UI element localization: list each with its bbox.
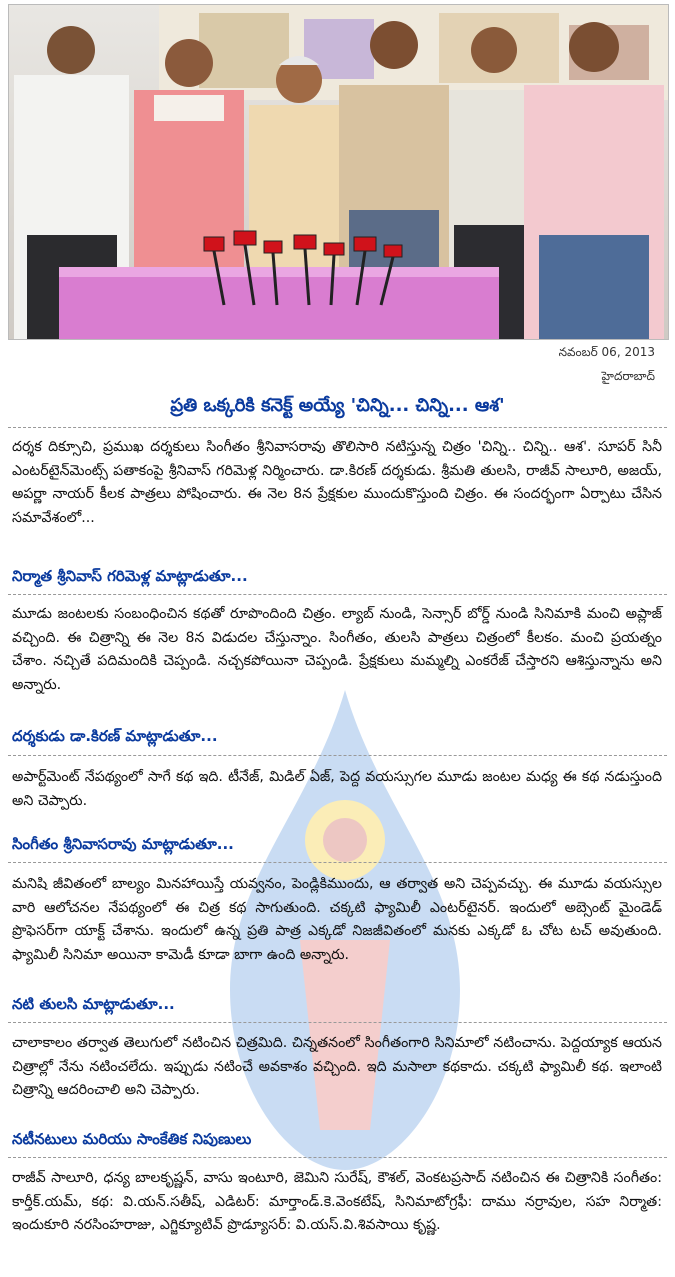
section-text: అపార్ట్‌మెంట్ నేపథ్యంలో సాగే కథ ఇది. టీనేజ్, మిడిల్ ఏజ్, పెద్ద వయస్సుగల మూడు జంటల మధ్య ఈ కథ నడుస్తుంది అని చెప్పారు. [12,769,662,809]
section-heading: సింగీతం శ్రీనివాసరావు మాట్లాడుతూ... [12,835,234,853]
divider [8,755,667,756]
divider [8,427,667,428]
divider [8,594,667,595]
section-heading: నటి తులసి మాట్లాడుతూ... [12,995,175,1013]
article-place: హైదరాబాద్ [601,369,655,383]
divider [8,1157,667,1158]
divider [8,862,667,863]
section-heading: నిర్మాత శ్రీనివాస్ గరిమెళ్ల మాట్లాడుతూ... [12,567,248,585]
section-text: చాలాకాలం తర్వాత తెలుగులో నటించిన చిత్రమిది. చిన్నతనంలో సింగీతంగారి సినిమాలో నటించాను. పెద్దయ్యాక ఆయన చిత్రాల్లో నేను నటించలేదు. ఇప్పుడు నటించే అవకాశం వచ్చింది. ఇది మసాలా కథకాదు. చక్కటి ఫ్యామిలీ కథ. ఇలాంటి చిత్రాన్ని ఆదరించాలి అని చెప్పారు. [12,1035,662,1098]
article-headline: ప్రతి ఒక్కరికి కనెక్ట్ అయ్యే 'చిన్ని... చిన్ని... ఆశ' [170,395,505,416]
divider [8,1022,667,1023]
intro-paragraph: దర్శక దిక్సూచి, ప్రముఖ దర్శకులు సింగీతం శ్రీనివాసరావు తొలిసారి నటిస్తున్న చిత్రం 'చిన్ని.. చిన్ని.. ఆశ'. సూపర్ సినీ ఎంటర్‌టైన్‌మెంట్స్ పతాకంపై శ్రీనివాస్ గరిమెళ్ల నిర్మించారు. డా.కిరణ్ దర్శకుడు. శ్రీమతి తులసి, రాజీవ్ సాలూరి, అజయ్, అపర్ణా నాయర్ కీలక పాత్రలు పోషించారు. ఈ నెల 8న ప్రేక్షకుల ముందుకొస్తుంది చిత్రం. ఈ సందర్భంగా ఏర్పాటు చేసిన సమావేశంలో... [12,439,662,526]
section-text: మూడు జంటలకు సంబంధించిన కథతో రూపొందింది చిత్రం. ల్యాబ్ నుండి, సెన్సార్ బోర్డ్ నుండి సినిమాకి మంచి అప్లాజ్ వచ్చింది. ఈ చిత్రాన్ని ఈ నెల 8న విడుదల చేస్తున్నాం. సింగీతం, తులసి పాత్రలు చిత్రంలో కీలకం. మంచి ప్రయత్నం చేశాం. నచ్చితే పదిమందికి చెప్పండి. నచ్చకపోయినా చెప్పండి. ప్రేక్షకులు మమ్మల్ని ఎంకరేజ్ చేస్తారని ఆశిస్తున్నాను అని అన్నారు. [12,606,662,693]
section-heading: నటీనటులు మరియు సాంకేతిక నిపుణులు [12,1130,252,1148]
section-text: మనిషి జీవితంలో బాల్యం మినహాయిస్తే యవ్వనం, పెండ్లికిముందు, ఆ తర్వాత అని చెప్పవచ్చు. ఈ మూడు వయస్సుల వారి ఆలోచనల నేపథ్యంలో ఈ చిత్ర కథ సాగుతుంది. చక్కటి ఫ్యామిలీ ఎంటర్‌టైనర్. ఇందులో అబ్సెంట్ మైండెడ్ ప్రొఫెసర్‌గా యాక్ట్ చేశాను. ఇందులో ఉన్న ప్రతి పాత్ర ఎక్కడో నిజజీవితంలో మనకు ఎక్కడో ఓ చోట టచ్ అవుతుంది. ఫ్యామిలీ సినిమా అయినా కామెడీ కూడా బాగా ఉంది అన్నారు. [12,876,662,963]
article-date: నవంబర్ 06, 2013 [558,345,655,359]
section-text: రాజీవ్ సాలూరి, ధన్య బాలకృష్ణన్, వాసు ఇంటూరి, జెమిని సురేష్, కౌశల్, వెంకటప్రసాద్ నటించిన ఈ చిత్రానికి సంగీతం: కార్తీక్.యమ్, కథ: వి.యన్.సతీష్, ఎడిటర్: మార్తాండ్.కె.వెంకటేష్, సినిమాటోగ్రఫీ: దాము నర్రావుల, సహ నిర్మాత: ఇందుకూరి నరసింహరాజు, ఎగ్జిక్యూటివ్ ప్రొడ్యూసర్: వి.యస్.వి.శివసాయి కృష్ణ. [12,1170,662,1233]
section-heading: దర్శకుడు డా.కిరణ్ మాట్లాడుతూ... [12,727,218,745]
press-meet-photo [8,4,669,340]
